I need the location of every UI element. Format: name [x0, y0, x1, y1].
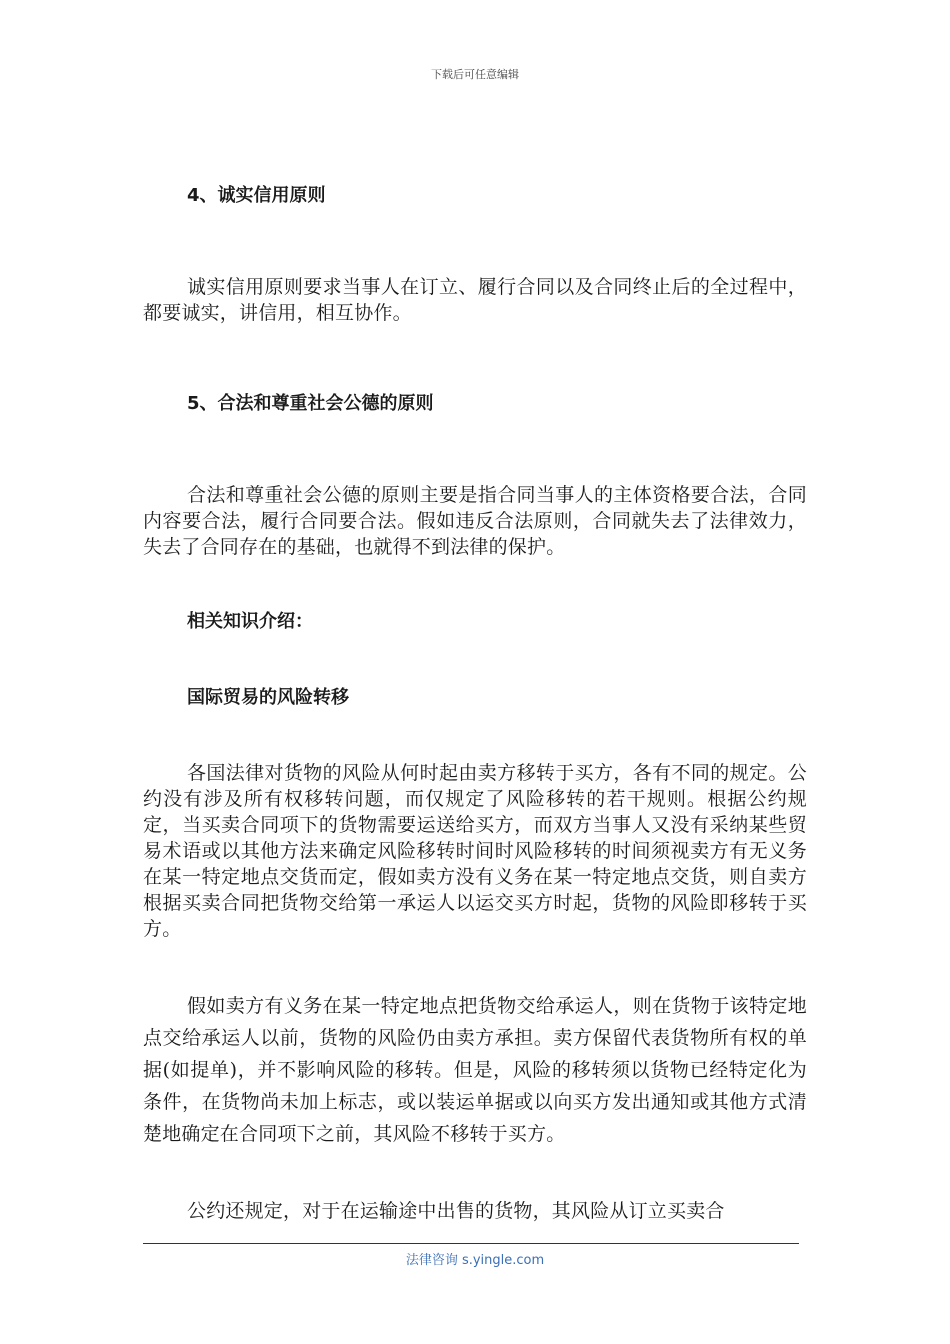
footer-divider — [143, 1243, 799, 1244]
spacer — [143, 636, 807, 684]
risk-transfer-paragraph-1: 各国法律对货物的风险从何时起由卖方移转于买方，各有不同的规定。公约没有涉及所有权移转问题，而仅规定了风险移转的若干规则。根据公约规定，当买卖合同项下的货物需要运送给买方，而双方当事人又没有采纳某些贸易术语或以其他方法来确定风险移转时间时风险移转的时间须视卖方有无义务在某一特定地点交货而定，假如卖方没有义务在某一特定地点交货，则自卖方根据买卖合同把货物交给第一承运人以运交买方时起，货物的风险即移转于买方。 — [143, 762, 807, 940]
section-5-body: 合法和尊重社会公德的原则主要是指合同当事人的主体资格要合法，合同内容要合法，履行合同要合法。假如违反合法原则，合同就失去了法律效力，失去了合同存在的基础，也就得不到法律的保护。 — [143, 484, 807, 558]
section-4-title: 4、诚实信用原则 — [187, 185, 326, 206]
spacer — [143, 1150, 807, 1198]
related-knowledge-title: 相关知识介绍： — [187, 611, 313, 632]
risk-transfer-title: 国际贸易的风险转移 — [187, 687, 349, 708]
section-5-title: 5、合法和尊重社会公德的原则 — [187, 393, 434, 414]
spacer — [143, 560, 807, 608]
risk-transfer-paragraph-2: 假如卖方有义务在某一特定地点把货物交给承运人，则在货物于该特定地点交给承运人以前，货物的风险仍由卖方承担。卖方保留代表货物所有权的单据(如提单)，并不影响风险的移转。但是，风险的移转须以货物已经特定化为条件，在货物尚未加上标志，或以装运单据或以向买方发出通知或其他方式清楚地确定在合同项下之前，其风险不移转于买方。 — [143, 995, 807, 1145]
footer-consult-link[interactable]: 法律咨询 s.yingle.com — [405, 1253, 545, 1268]
spacer — [143, 942, 807, 990]
spacer — [143, 712, 807, 760]
header-note: 下载后可任意编辑 — [431, 68, 519, 81]
section-4-body: 诚实信用原则要求当事人在订立、履行合同以及合同终止后的全过程中，都要诚实，讲信用，相互协作。 — [143, 276, 807, 324]
document-body — [143, 182, 807, 1224]
spacer — [143, 326, 807, 390]
spacer — [143, 418, 807, 482]
spacer — [143, 210, 807, 274]
risk-transfer-paragraph-3: 公约还规定，对于在运输途中出售的货物，其风险从订立买卖合 — [187, 1200, 725, 1222]
